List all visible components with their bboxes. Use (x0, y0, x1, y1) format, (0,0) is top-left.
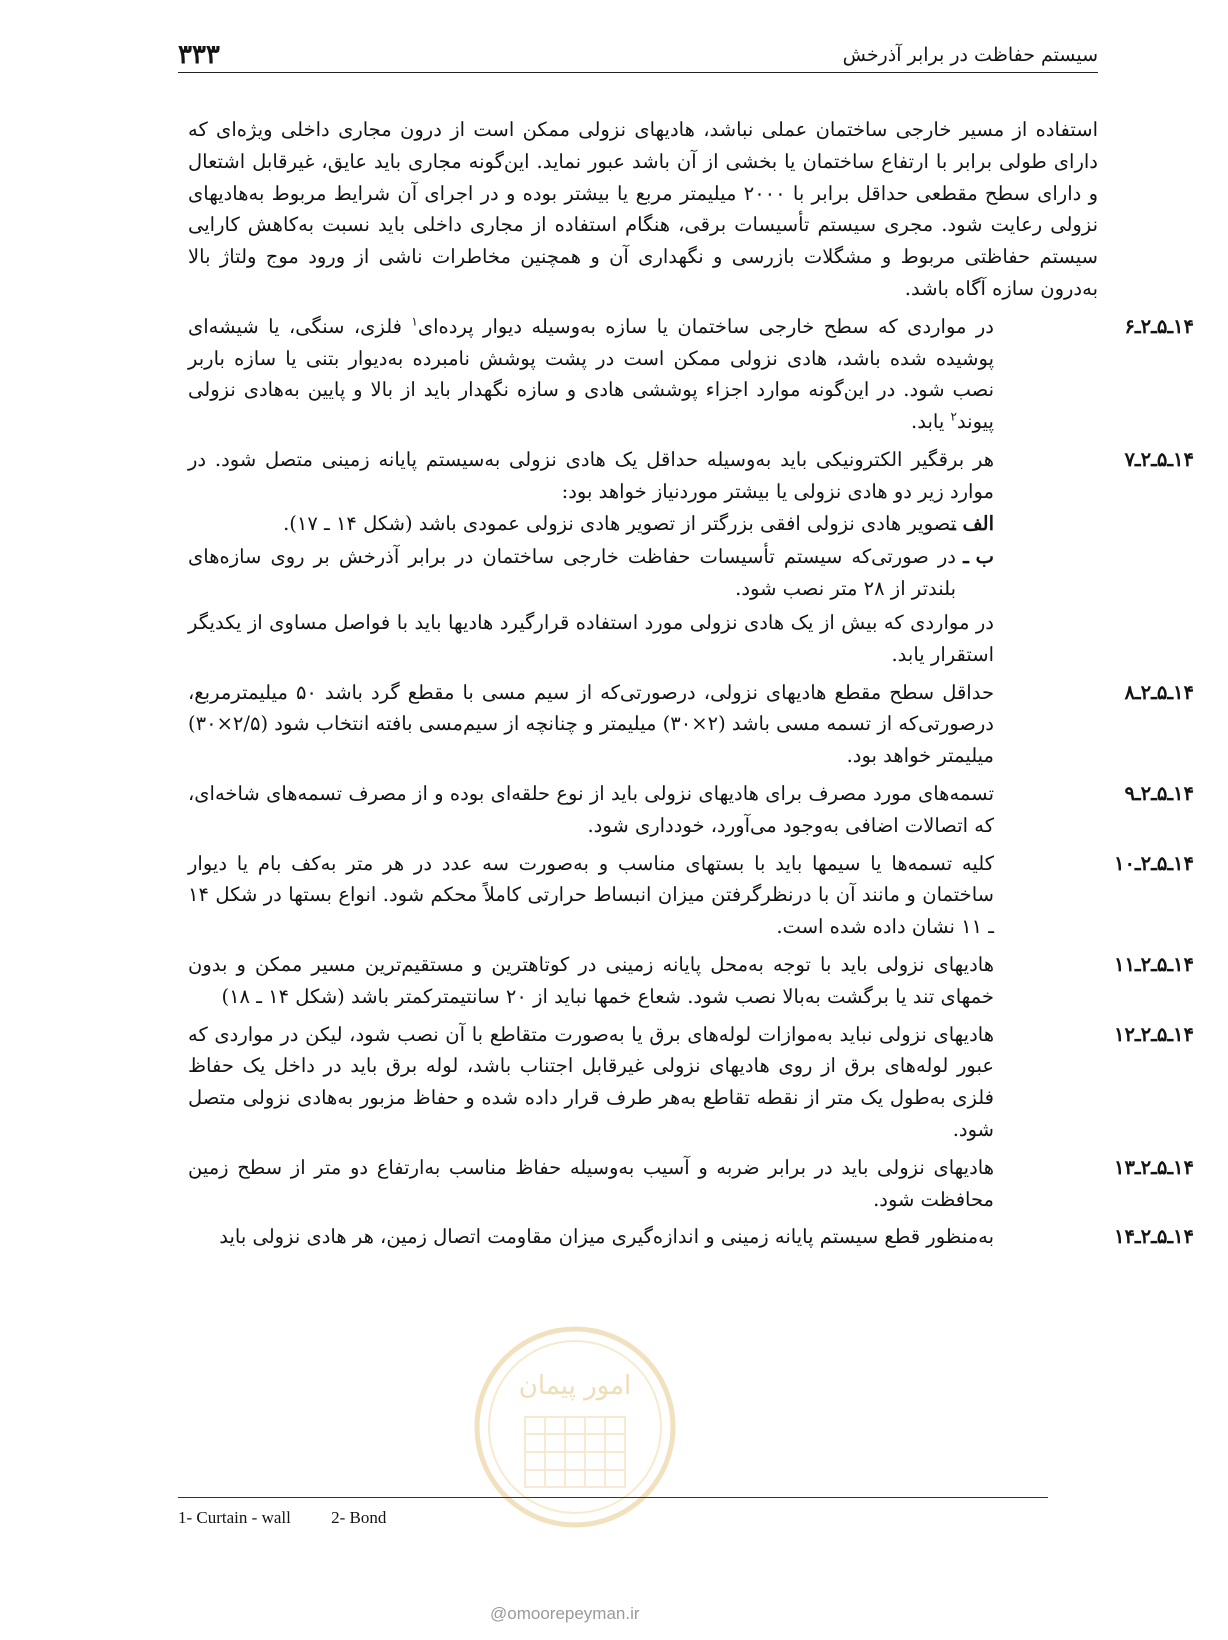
footnote-ref: ۲ (950, 409, 957, 424)
clause-text-part: فلزی، سنگی، یا شیشه‌ای پوشیده شده باشد، هادی نزولی ممکن است در پشت پوشش نامبرده به‌دیوار بتنی یا سازه باربر نصب شود. در این‌گونه موارد اجزاء پوششی هادی و سازه نگهدار باید از بالا و پایین به‌هادی نزولی پیوند (188, 314, 994, 434)
clause-number: ۱۴ـ۵ـ۲ـ۶ (1124, 314, 1194, 338)
clause-number: ۱۴ـ۵ـ۲ـ۱۰ (1113, 851, 1194, 875)
subitem-label: الف ـ (949, 511, 994, 535)
clause-number: ۱۴ـ۵ـ۲ـ۹ (1124, 781, 1194, 805)
footnote-divider (178, 1497, 1048, 1498)
body-text (188, 114, 1194, 1259)
clause-subitem (188, 541, 994, 605)
clause-text: هر برقگیر الکترونیکی باید به‌وسیله حداقل یک هادی نزولی به‌سیستم پایانه زمینی متصل شود. در موارد زیر دو هادی نزولی یا بیشتر موردنیاز خواهد بود: (188, 447, 995, 503)
clause-14-5-2-12 (188, 1019, 1194, 1146)
clause-14-5-2-14 (188, 1221, 1194, 1253)
clause-text: هادیهای نزولی باید در برابر ضربه و آسیب به‌وسیله حفاظ مناسب به‌ارتفاع دو متر از سطح زمین محافظت شود. (188, 1155, 994, 1211)
footnote-1: 1- Curtain - wall (178, 1508, 291, 1527)
clause-text: تسمه‌های مورد مصرف برای هادیهای نزولی باید از نوع حلقه‌ای بوده و از مصرف تسمه‌های شاخه‌ای، که اتصالات اضافی به‌وجود می‌آورد، خودداری شود. (188, 781, 994, 837)
clause-text-part: در مواردی که سطح خارجی ساختمان یا سازه به‌وسیله دیوار پرده‌ای (417, 314, 994, 338)
clause-text: حداقل سطح مقطع هادیهای نزولی، درصورتی‌که از سیم مسی با مقطع گرد باشد ۵۰ میلیمترمربع، درصورتی‌که از تسمه مسی باشد (۲×۳۰) میلیمتر و چنانچه از سیم‌مسی بافته انتخاب شود (۲/۵×۳۰) میلیمتر خواهد بود. (188, 680, 994, 768)
footnote-2: 2- Bond (331, 1508, 387, 1527)
clause-text: هادیهای نزولی باید با توجه به‌محل پایانه زمینی در کوتاهترین و مستقیم‌ترین مسیر ممکن و بدون خمهای تند یا برگشت به‌بالا نصب شود. شعاع خمها نباید از ۲۰ سانتیمترکمتر باشد (شکل ۱۴ ـ ۱۸) (188, 952, 994, 1008)
clause-number: ۱۴ـ۵ـ۲ـ۱۲ (1113, 1022, 1194, 1046)
subitem-text: در صورتی‌که سیستم تأسیسات حفاظت خارجی ساختمان در برابر آذرخش بر روی سازه‌های بلندتر از ۲۸ متر نصب شود. (188, 545, 956, 601)
page-number: ۳۳۳ (178, 40, 220, 70)
footnote-ref: ۱ (411, 314, 418, 329)
clause-number: ۱۴ـ۵ـ۲ـ۱۴ (1113, 1225, 1194, 1249)
clause-14-5-2-8 (188, 677, 1194, 772)
clause-text: هادیهای نزولی نباید به‌موازات لوله‌های برق یا به‌صورت متقاطع با آن نصب شود، لیکن در مواردی که عبور لوله‌های برق از روی هادیهای نزولی غیرقابل اجتناب باشد، لوله برق باید در داخل یک حفاظ فلزی به‌طول یک متر از نقطه تقاطع به‌هر طرف قرار داده شده و حفاظ مزبور به‌هادی نزولی متصل شود. (188, 1022, 994, 1141)
subitem-label: ب ـ (963, 545, 994, 569)
running-header (178, 38, 1098, 73)
clause-number: ۱۴ـ۵ـ۲ـ۸ (1124, 680, 1194, 704)
clause-14-5-2-11 (188, 949, 1194, 1013)
chapter-title: سیستم حفاظت در برابر آذرخش (842, 44, 1098, 66)
clause-text (188, 311, 1098, 438)
clause-14-5-2-6 (188, 311, 1194, 438)
clause-text-part: یابد. (911, 410, 951, 434)
clause-14-5-2-13 (188, 1152, 1194, 1216)
clause-text: به‌منظور قطع سیستم پایانه زمینی و اندازه‌گیری میزان مقاومت اتصال زمین، هر هادی نزولی باید (219, 1225, 994, 1249)
subitem-text: تصویر هادی نزولی افقی بزرگتر از تصویر هادی نزولی عمودی باشد (شکل ۱۴ ـ ۱۷). (283, 511, 956, 535)
clause-14-5-2-10 (188, 848, 1194, 943)
clause-number: ۱۴ـ۵ـ۲ـ۱۳ (1113, 1155, 1194, 1179)
clause-number: ۱۴ـ۵ـ۲ـ۱۱ (1113, 952, 1194, 976)
watermark-site: @omoorepeyman.ir (490, 1604, 640, 1623)
clause-14-5-2-9 (188, 778, 1194, 842)
intro-paragraph: استفاده از مسیر خارجی ساختمان عملی نباشد، هادیهای نزولی ممکن است از درون مجاری داخلی ویژه‌ای که دارای طولی برابر با ارتفاع ساختمان یا بخشی از آن باشد عبور نماید. این‌گونه مجاری باید عایق، غیرقابل اشتعال و دارای سطح مقطعی حداقل برابر با ۲۰۰۰ میلیمتر مربع یا بیشتر بوده و در اجرای آن شرایط مربوط به‌هادیهای نزولی رعایت شود. مجری سیستم تأسیسات برقی، هنگام استفاده از مجاری داخلی باید نسبت به‌کاهش کارایی سیستم حفاظتی مربوط و مشگلات بازرسی و نگهداری آن و همچنین مخاطرات ناشی از ورود موج ولتاژ بالا به‌درون سازه آگاه باشد. (188, 118, 1098, 300)
clause-number: ۱۴ـ۵ـ۲ـ۷ (1124, 447, 1194, 471)
clause-body (188, 444, 1098, 671)
clause-text: کلیه تسمه‌ها یا سیمها باید با بستهای مناسب و به‌صورت سه عدد در هر متر به‌کف بام یا دیوار ساختمان و مانند آن با درنظرگرفتن میزان انبساط حرارتی کاملاً محکم شود. انواع بستها در شکل ۱۴ ـ ۱۱ نشان داده شده است. (188, 851, 994, 939)
watermark-text: امور پیمان (518, 1371, 632, 1401)
watermark-seal (470, 1322, 680, 1532)
clause-tail-text: در مواردی که بیش از یک هادی نزولی مورد استفاده قرارگیرد هادیها باید با فواصل مساوی از یکدیگر استقرار یابد. (188, 610, 994, 666)
clause-14-5-2-7 (188, 444, 1194, 671)
clause-subitem (188, 508, 994, 540)
footnotes (178, 1508, 422, 1528)
